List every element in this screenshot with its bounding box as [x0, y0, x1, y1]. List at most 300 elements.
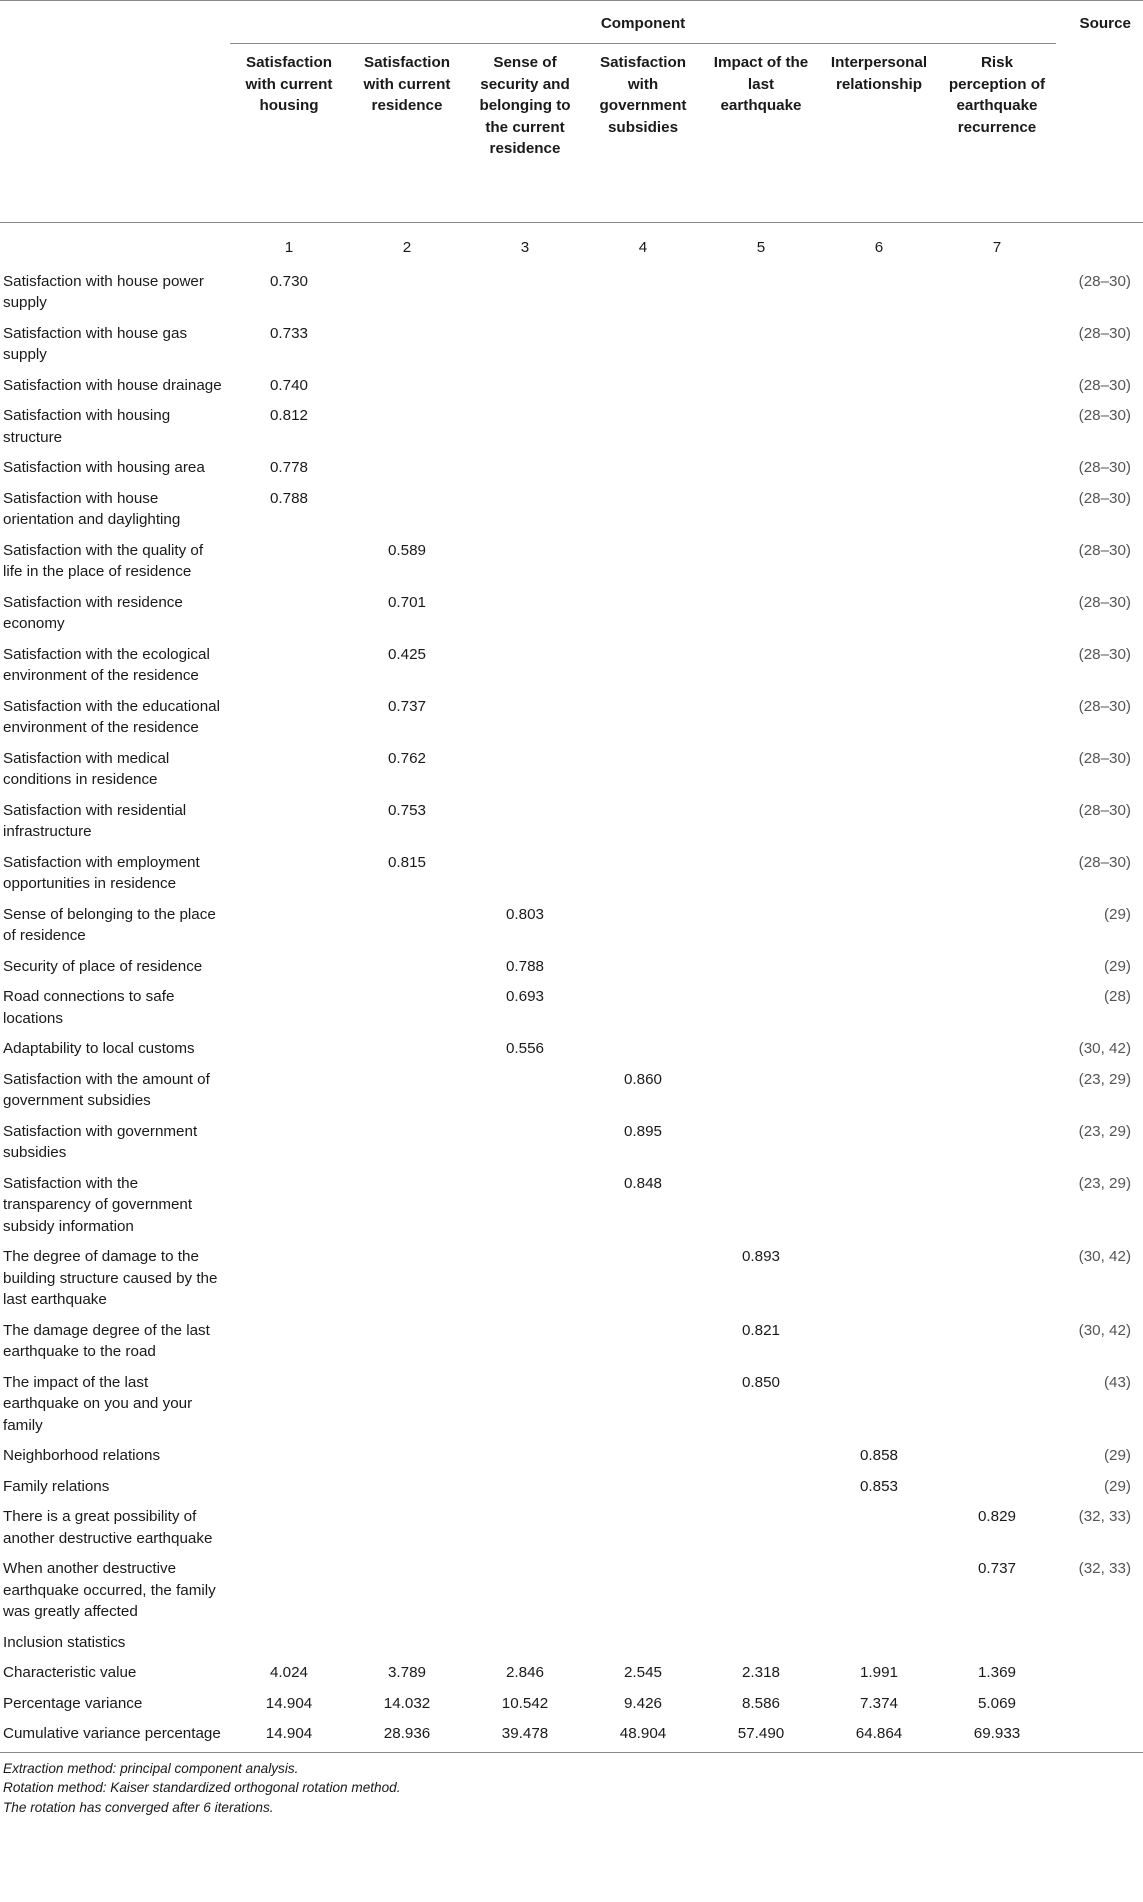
row-label: Satisfaction with the ecological environment of the residence [3, 645, 210, 684]
empty-cell [466, 742, 584, 794]
component-header-7: Risk perception of earthquake recurrence [948, 54, 1046, 136]
empty-cell [938, 1439, 1056, 1470]
table-row [0, 1439, 1143, 1470]
empty-cell [348, 1500, 466, 1552]
empty-cell [702, 586, 820, 638]
empty-cell [702, 950, 820, 981]
empty-cell [584, 482, 702, 534]
empty-cell [348, 1470, 466, 1501]
empty-cell [230, 794, 348, 846]
table-row [0, 1552, 1143, 1626]
empty-cell [584, 451, 702, 482]
loading-value: 0.788 [269, 489, 308, 507]
empty-cell [348, 898, 466, 950]
empty-cell [348, 1115, 466, 1167]
row-source: (23, 29) [1078, 1070, 1131, 1088]
empty-cell [938, 265, 1056, 317]
empty-cell [230, 1470, 348, 1501]
row-label: Satisfaction with the transparency of government subsidy information [3, 1174, 193, 1235]
empty-cell [820, 794, 938, 846]
loading-value: 0.815 [387, 853, 426, 871]
stats-value: 57.490 [737, 1725, 785, 1742]
empty-cell [584, 950, 702, 981]
table-body [0, 223, 1143, 1753]
empty-cell [584, 265, 702, 317]
empty-cell [820, 1500, 938, 1552]
table-row [0, 1240, 1143, 1314]
empty-cell [820, 1167, 938, 1241]
empty-cell [820, 898, 938, 950]
empty-cell [230, 1366, 348, 1440]
empty-cell [938, 534, 1056, 586]
row-source: (32, 33) [1078, 1560, 1131, 1577]
row-source: (28–30) [1078, 459, 1131, 476]
empty-cell [230, 1439, 348, 1470]
loading-value: 0.762 [387, 749, 426, 767]
stats-value: 7.374 [859, 1694, 898, 1712]
empty-cell [466, 451, 584, 482]
table-row [0, 534, 1143, 586]
empty-cell [938, 451, 1056, 482]
component-header-4: Satisfaction with government subsidies [599, 54, 687, 136]
empty-cell [348, 265, 466, 317]
empty-cell [584, 534, 702, 586]
empty-cell [702, 482, 820, 534]
empty-cell [702, 1167, 820, 1241]
empty-cell [466, 1500, 584, 1552]
empty-cell [466, 1552, 584, 1626]
empty-cell [230, 638, 348, 690]
loading-value: 0.589 [387, 541, 426, 559]
component-header-1: Satisfaction with current housing [245, 54, 333, 114]
stats-row [0, 1717, 1143, 1748]
row-label: Satisfaction with the educational environment of the residence [3, 697, 220, 736]
empty-cell [584, 1314, 702, 1366]
empty-cell [466, 482, 584, 534]
component-number: 4 [638, 239, 648, 256]
empty-cell [702, 1115, 820, 1167]
empty-cell [702, 451, 820, 482]
table-row [0, 638, 1143, 690]
empty-cell [820, 451, 938, 482]
empty-cell [348, 1063, 466, 1115]
empty-cell [702, 317, 820, 369]
row-source: (28–30) [1078, 801, 1131, 819]
empty-cell [348, 1032, 466, 1063]
empty-cell [348, 317, 466, 369]
table-row [0, 1470, 1143, 1501]
row-source: (29) [1103, 1447, 1131, 1464]
stats-row [0, 1687, 1143, 1718]
empty-cell [702, 1470, 820, 1501]
row-label: Satisfaction with medical conditions in residence [3, 749, 170, 788]
table-row [0, 846, 1143, 898]
component-number: 3 [520, 239, 530, 256]
table-note: The rotation has converged after 6 iterations. [3, 1799, 274, 1815]
component-header-6: Interpersonal relationship [830, 54, 928, 93]
row-label: Security of place of residence [3, 957, 203, 975]
loading-value: 0.730 [269, 272, 308, 290]
empty-cell [938, 1314, 1056, 1366]
empty-cell [938, 898, 1056, 950]
empty-cell [230, 846, 348, 898]
stats-value: 14.032 [383, 1694, 431, 1712]
empty-cell [820, 399, 938, 451]
empty-cell [230, 690, 348, 742]
row-source: (29) [1103, 957, 1131, 975]
empty-cell [230, 534, 348, 586]
stats-value: 69.933 [973, 1725, 1021, 1742]
empty-cell [584, 1500, 702, 1552]
empty-cell [230, 742, 348, 794]
empty-cell [938, 586, 1056, 638]
table-row [0, 482, 1143, 534]
stats-value: 5.069 [977, 1694, 1016, 1712]
empty-cell [938, 1032, 1056, 1063]
empty-cell [702, 846, 820, 898]
empty-cell [348, 950, 466, 981]
stats-value: 9.426 [623, 1694, 662, 1712]
row-label: Satisfaction with employment opportunities in residence [3, 853, 200, 892]
loading-value: 0.693 [505, 988, 544, 1005]
loading-value: 0.853 [859, 1477, 898, 1495]
empty-cell [938, 1167, 1056, 1241]
row-source: (29) [1103, 1477, 1131, 1495]
empty-cell [584, 1552, 702, 1626]
empty-cell [466, 690, 584, 742]
empty-cell [466, 1470, 584, 1501]
row-source: (23, 29) [1078, 1174, 1131, 1192]
table-row [0, 451, 1143, 482]
component-number: 1 [284, 239, 294, 256]
loading-value: 0.893 [741, 1248, 780, 1265]
empty-cell [584, 1470, 702, 1501]
row-label: Satisfaction with residential infrastructure [3, 801, 187, 840]
empty-cell [702, 369, 820, 400]
stats-value: 28.936 [383, 1725, 431, 1742]
row-label: Satisfaction with house power supply [3, 272, 204, 311]
empty-cell [348, 1439, 466, 1470]
stats-title: Inclusion statistics [3, 1633, 126, 1651]
empty-cell [230, 950, 348, 981]
loading-value: 0.860 [623, 1070, 662, 1088]
loading-value: 0.895 [623, 1122, 662, 1140]
empty-cell [466, 1314, 584, 1366]
loading-value: 0.556 [505, 1040, 544, 1057]
empty-cell [702, 1439, 820, 1470]
row-label: Satisfaction with house drainage [3, 376, 222, 394]
empty-cell [820, 1063, 938, 1115]
empty-cell [820, 950, 938, 981]
empty-cell [584, 317, 702, 369]
empty-cell [820, 742, 938, 794]
empty-cell [938, 1063, 1056, 1115]
stats-label: Percentage variance [3, 1694, 143, 1712]
empty-cell [348, 451, 466, 482]
empty-cell [820, 1115, 938, 1167]
stats-value: 1.369 [977, 1664, 1016, 1681]
row-label: Satisfaction with housing area [3, 459, 205, 476]
loading-value: 0.803 [505, 905, 544, 923]
empty-cell [938, 1115, 1056, 1167]
empty-cell [584, 1439, 702, 1470]
table-note: Extraction method: principal component analysis. [3, 1760, 299, 1776]
stats-value: 39.478 [501, 1725, 549, 1742]
row-label: Satisfaction with residence economy [3, 593, 183, 632]
component-header-5: Impact of the last earthquake [713, 54, 809, 114]
empty-cell [584, 980, 702, 1032]
empty-cell [466, 399, 584, 451]
empty-cell [702, 742, 820, 794]
empty-cell [938, 369, 1056, 400]
empty-cell [938, 1366, 1056, 1440]
row-source: (28) [1103, 988, 1131, 1005]
loading-value: 0.812 [269, 407, 308, 424]
empty-cell [820, 1314, 938, 1366]
empty-cell [230, 1063, 348, 1115]
empty-cell [230, 586, 348, 638]
empty-cell [584, 742, 702, 794]
empty-cell [348, 1366, 466, 1440]
row-label: Road connections to safe locations [3, 988, 175, 1027]
empty-cell [938, 742, 1056, 794]
empty-cell [820, 586, 938, 638]
stats-value: 14.904 [265, 1725, 313, 1742]
empty-cell [230, 1240, 348, 1314]
table-row [0, 1167, 1143, 1241]
stats-label: Cumulative variance percentage [3, 1725, 221, 1742]
row-source: (30, 42) [1078, 1040, 1131, 1057]
row-source: (30, 42) [1078, 1321, 1131, 1339]
empty-cell [466, 1115, 584, 1167]
table-row [0, 690, 1143, 742]
row-source: (28–30) [1078, 593, 1131, 611]
empty-cell [466, 1167, 584, 1241]
empty-cell [466, 265, 584, 317]
row-source: (28–30) [1078, 645, 1131, 663]
empty-cell [348, 1552, 466, 1626]
empty-cell [466, 1366, 584, 1440]
empty-cell [702, 898, 820, 950]
row-label: Satisfaction with government subsidies [3, 1122, 198, 1161]
stats-value: 2.318 [741, 1664, 780, 1681]
empty-cell [584, 1032, 702, 1063]
stats-value: 4.024 [269, 1664, 308, 1681]
empty-cell [938, 638, 1056, 690]
empty-cell [466, 1063, 584, 1115]
table-row [0, 317, 1143, 369]
empty-cell [702, 1063, 820, 1115]
empty-cell [820, 690, 938, 742]
row-label: Neighborhood relations [3, 1447, 161, 1464]
empty-cell [820, 1032, 938, 1063]
empty-cell [466, 369, 584, 400]
loading-value: 0.737 [977, 1560, 1016, 1577]
empty-cell [230, 1032, 348, 1063]
empty-cell [348, 399, 466, 451]
empty-cell [938, 690, 1056, 742]
empty-cell [466, 846, 584, 898]
empty-cell [938, 399, 1056, 451]
empty-cell [230, 1115, 348, 1167]
empty-cell [348, 1314, 466, 1366]
loading-value: 0.737 [387, 697, 426, 715]
empty-cell [466, 638, 584, 690]
empty-cell [584, 399, 702, 451]
stats-value: 2.545 [623, 1664, 662, 1681]
row-source: (28–30) [1078, 853, 1131, 871]
empty-cell [230, 1552, 348, 1626]
row-source: (43) [1103, 1373, 1131, 1391]
row-source: (23, 29) [1078, 1122, 1131, 1140]
component-number: 5 [756, 239, 766, 256]
empty-cell [230, 1314, 348, 1366]
empty-cell [702, 1500, 820, 1552]
table-row [0, 399, 1143, 451]
empty-cell [466, 1240, 584, 1314]
empty-cell [230, 1167, 348, 1241]
empty-cell [820, 980, 938, 1032]
stats-value: 14.904 [265, 1694, 313, 1712]
table-row [0, 369, 1143, 400]
stats-value: 8.586 [741, 1694, 780, 1712]
empty-cell [938, 980, 1056, 1032]
row-source: (28–30) [1078, 272, 1131, 290]
empty-cell [938, 794, 1056, 846]
component-number: 2 [402, 239, 412, 256]
empty-cell [820, 846, 938, 898]
empty-cell [938, 482, 1056, 534]
empty-cell [702, 638, 820, 690]
stats-value: 64.864 [855, 1725, 903, 1742]
empty-cell [820, 638, 938, 690]
empty-cell [702, 794, 820, 846]
table-row [0, 1115, 1143, 1167]
loading-value: 0.740 [269, 376, 308, 394]
row-label: Satisfaction with the quality of life in the place of residence [3, 541, 204, 580]
row-label: The impact of the last earthquake on you and your family [3, 1373, 193, 1434]
empty-cell [348, 1167, 466, 1241]
loading-value: 0.753 [387, 801, 426, 819]
empty-cell [466, 317, 584, 369]
table-row [0, 1500, 1143, 1552]
component-number: 6 [874, 239, 884, 256]
stats-value: 1.991 [859, 1664, 898, 1681]
empty-cell [348, 1240, 466, 1314]
stats-label: Characteristic value [3, 1664, 137, 1681]
loading-value: 0.733 [269, 324, 308, 342]
empty-cell [820, 482, 938, 534]
empty-cell [230, 980, 348, 1032]
row-source: (28–30) [1078, 697, 1131, 715]
empty-cell [702, 399, 820, 451]
stats-value: 2.846 [505, 1664, 544, 1681]
loading-value: 0.850 [741, 1373, 780, 1391]
empty-cell [584, 1240, 702, 1314]
empty-cell [702, 534, 820, 586]
empty-cell [820, 1552, 938, 1626]
loading-value: 0.848 [623, 1174, 662, 1192]
empty-cell [348, 482, 466, 534]
stats-value: 3.789 [387, 1664, 426, 1681]
empty-cell [820, 265, 938, 317]
empty-cell [584, 846, 702, 898]
empty-cell [702, 1552, 820, 1626]
table-row [0, 950, 1143, 981]
empty-cell [230, 1500, 348, 1552]
empty-cell [820, 369, 938, 400]
row-label: Satisfaction with house orientation and daylighting [3, 489, 181, 528]
row-source: (28–30) [1078, 324, 1131, 342]
loading-value: 0.858 [859, 1447, 898, 1464]
row-label: The damage degree of the last earthquake to the road [3, 1321, 210, 1360]
row-source: (28–30) [1078, 376, 1131, 394]
empty-cell [584, 1366, 702, 1440]
row-source: (28–30) [1078, 489, 1131, 507]
stats-row [0, 1656, 1143, 1687]
row-source: (28–30) [1078, 407, 1131, 424]
component-label: Component [600, 15, 686, 32]
table-row [0, 586, 1143, 638]
row-source: (32, 33) [1078, 1508, 1131, 1525]
row-label: Sense of belonging to the place of residence [3, 905, 216, 944]
component-header-3: Sense of security and belonging to the current residence [479, 54, 571, 157]
empty-cell [348, 980, 466, 1032]
table-row [0, 1032, 1143, 1063]
table-row [0, 1063, 1143, 1115]
empty-cell [702, 980, 820, 1032]
table-row [0, 1366, 1143, 1440]
row-label: There is a great possibility of another destructive earthquake [3, 1508, 213, 1547]
empty-cell [820, 317, 938, 369]
empty-cell [938, 317, 1056, 369]
empty-cell [820, 1240, 938, 1314]
table-row [0, 898, 1143, 950]
stats-title-row [0, 1626, 1143, 1657]
empty-cell [938, 950, 1056, 981]
row-source: (28–30) [1078, 541, 1131, 559]
empty-cell [466, 586, 584, 638]
empty-cell [820, 534, 938, 586]
empty-cell [584, 586, 702, 638]
loading-value: 0.829 [977, 1508, 1016, 1525]
loading-value: 0.821 [741, 1321, 780, 1339]
row-label: Satisfaction with housing structure [3, 407, 171, 446]
empty-cell [466, 794, 584, 846]
table-note: Rotation method: Kaiser standardized orthogonal rotation method. [3, 1780, 401, 1795]
row-label: Satisfaction with the amount of government subsidies [3, 1070, 210, 1109]
stats-value: 48.904 [619, 1725, 667, 1742]
table-row [0, 980, 1143, 1032]
empty-cell [584, 794, 702, 846]
empty-cell [584, 690, 702, 742]
empty-cell [702, 265, 820, 317]
empty-cell [702, 1032, 820, 1063]
loading-value: 0.701 [387, 593, 426, 611]
row-source: (28–30) [1078, 749, 1131, 767]
row-source: (29) [1103, 905, 1131, 923]
row-source: (30, 42) [1078, 1248, 1131, 1265]
table-notes [3, 1759, 401, 1818]
empty-cell [938, 1240, 1056, 1314]
empty-cell [584, 898, 702, 950]
stats-value: 10.542 [501, 1694, 549, 1712]
row-label: Family relations [3, 1477, 110, 1495]
row-label: Adaptability to local customs [3, 1040, 195, 1057]
row-label: Satisfaction with house gas supply [3, 324, 188, 363]
table-row [0, 1314, 1143, 1366]
component-number: 7 [992, 239, 1002, 256]
